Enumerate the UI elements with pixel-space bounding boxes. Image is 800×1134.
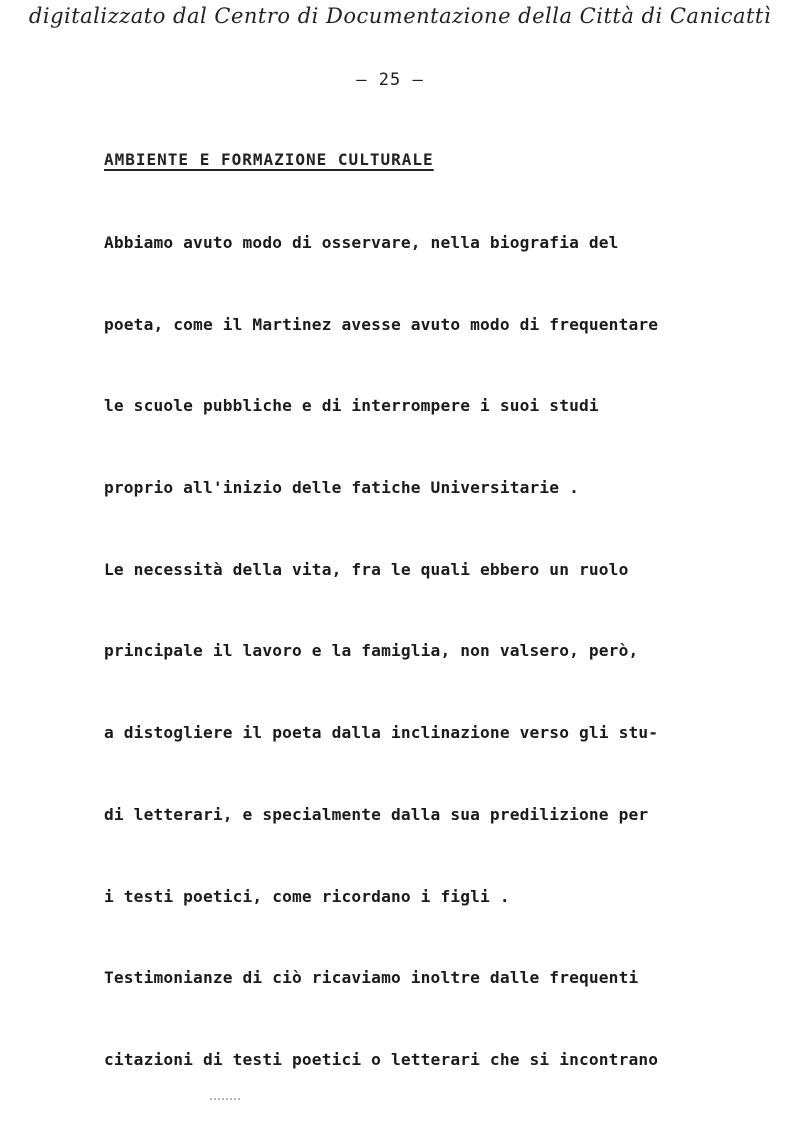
- text-line: Testimonianze di ciò ricaviamo inoltre dalle frequenti: [104, 968, 639, 988]
- text-line: principale il lavoro e la famiglia, non valsero, però,: [104, 641, 639, 661]
- text-line: Abbiamo avuto modo di osservare, nella biografia del: [104, 233, 619, 252]
- text-line: i testi poetici, come ricordano i figli .: [104, 886, 510, 906]
- text-line: a distogliere il poeta dalla inclinazione verso gli stu-: [104, 723, 659, 743]
- scan-smudge: [210, 1098, 240, 1104]
- text-line: le scuole pubbliche e di interrompere i suoi studi: [104, 396, 599, 416]
- text-line: di letterari, e specialmente dalla sua predilizione per: [104, 804, 649, 824]
- page-number: – 25 –: [356, 70, 424, 90]
- body-text: [104, 233, 744, 1132]
- text-line: Le necessità della vita, fra le quali ebbero un ruolo: [104, 559, 629, 579]
- digitization-watermark: digitalizzato dal Centro di Documentazione della Città di Canicattì: [28, 4, 772, 28]
- section-heading: AMBIENTE E FORMAZIONE CULTURALE: [104, 150, 434, 169]
- text-line: proprio all'inizio delle fatiche Universitarie .: [104, 478, 579, 498]
- text-line: citazioni di testi poetici o letterari che si incontrano: [104, 1049, 659, 1069]
- text-line: poeta, come il Martinez avesse avuto modo di frequentare: [104, 314, 659, 334]
